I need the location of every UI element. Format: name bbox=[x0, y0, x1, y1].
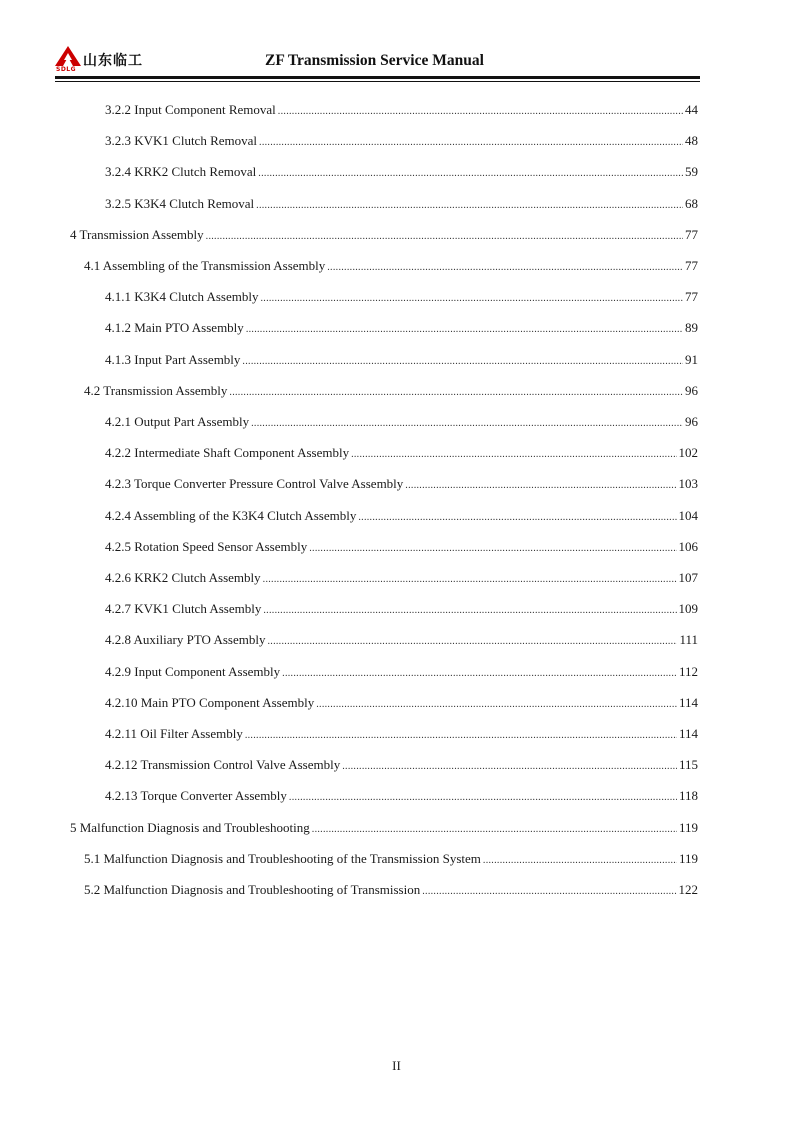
toc-leader-dots bbox=[358, 507, 676, 527]
toc-entry-label: 4.1.3 Input Part Assembly bbox=[105, 351, 241, 367]
toc-entry-page: 44 bbox=[685, 102, 698, 117]
toc-entry-label: 5.2 Malfunction Diagnosis and Troubleshooting of Transmission bbox=[84, 882, 421, 897]
sdlg-triangle-icon bbox=[55, 46, 81, 66]
toc-entry-page: 106 bbox=[678, 538, 698, 554]
toc-entry-label: 3.2.5 K3K4 Clutch Removal bbox=[105, 195, 255, 211]
toc-leader-dots bbox=[316, 694, 677, 714]
toc-leader-dots bbox=[259, 132, 683, 152]
toc-entry[interactable] bbox=[105, 163, 698, 181]
toc-entry[interactable] bbox=[84, 257, 698, 275]
logo-english-text: SDLG bbox=[56, 66, 77, 73]
toc-entry-label: 4 Transmission Assembly bbox=[70, 226, 204, 242]
toc-entry[interactable] bbox=[105, 663, 698, 681]
toc-entry[interactable] bbox=[105, 351, 698, 369]
toc-entry-page: 103 bbox=[678, 476, 698, 492]
page-number: II bbox=[392, 1058, 401, 1073]
toc-entry[interactable] bbox=[70, 819, 698, 837]
toc-entry-page: 119 bbox=[678, 850, 698, 866]
toc-entry[interactable] bbox=[105, 725, 698, 743]
toc-entry-label: 5 Malfunction Diagnosis and Troubleshooting bbox=[70, 819, 310, 835]
toc-leader-dots bbox=[422, 881, 676, 901]
toc-entry[interactable] bbox=[105, 756, 698, 774]
toc-entry-label: 4.1.1 K3K4 Clutch Assembly bbox=[105, 289, 259, 305]
toc-entry-page: 91 bbox=[685, 351, 698, 367]
toc-leader-dots bbox=[327, 257, 683, 277]
toc-entry-label: 5.1 Malfunction Diagnosis and Troubleshooting of the Transmission System bbox=[84, 850, 481, 866]
toc-entry-label: 4.2.13 Torque Converter Assembly bbox=[105, 788, 287, 804]
toc-entry[interactable] bbox=[105, 569, 698, 587]
toc-entry-page: 48 bbox=[685, 133, 698, 149]
toc-entry[interactable] bbox=[84, 881, 698, 899]
toc-entry[interactable] bbox=[105, 195, 698, 213]
logo-chinese-text: 山东临工 bbox=[83, 53, 143, 69]
toc-entry[interactable] bbox=[105, 507, 698, 525]
toc-entry-page: 114 bbox=[678, 694, 698, 710]
toc-entry-label: 4.2.2 Intermediate Shaft Component Assembly bbox=[105, 445, 350, 461]
sdlg-logo bbox=[55, 46, 165, 76]
toc-entry[interactable] bbox=[105, 101, 698, 119]
toc-entry-page: 111 bbox=[679, 632, 698, 648]
toc-entry-label: 3.2.4 KRK2 Clutch Removal bbox=[105, 164, 257, 180]
toc-entry-label: 4.2.3 Torque Converter Pressure Control Valve Assembly bbox=[105, 476, 404, 492]
toc-entry-label: 4.2.6 KRK2 Clutch Assembly bbox=[105, 570, 261, 585]
toc-entry-page: 112 bbox=[678, 663, 698, 679]
toc-leader-dots bbox=[483, 850, 677, 870]
toc-entry[interactable] bbox=[105, 787, 698, 805]
toc-entry-page: 102 bbox=[678, 445, 698, 461]
toc-entry[interactable] bbox=[84, 382, 698, 400]
toc-entry-label: 4.2.11 Oil Filter Assembly bbox=[105, 726, 243, 741]
toc-entry[interactable] bbox=[84, 850, 698, 868]
toc-leader-dots bbox=[289, 787, 677, 807]
toc-entry-label: 3.2.2 Input Component Removal bbox=[105, 102, 276, 117]
toc-leader-dots bbox=[351, 444, 676, 464]
toc-leader-dots bbox=[260, 288, 683, 308]
toc-entry[interactable] bbox=[105, 694, 698, 712]
toc-leader-dots bbox=[405, 475, 676, 495]
toc-leader-dots bbox=[263, 600, 676, 620]
toc-entry-label: 4.1.2 Main PTO Assembly bbox=[105, 320, 244, 336]
toc-entry[interactable] bbox=[105, 132, 698, 150]
header-rule-thin bbox=[55, 81, 700, 82]
toc-entry-page: 68 bbox=[685, 195, 698, 211]
toc-leader-dots bbox=[267, 631, 677, 651]
toc-entry-page: 77 bbox=[685, 258, 698, 273]
page-title: ZF Transmission Service Manual bbox=[265, 52, 484, 69]
toc-leader-dots bbox=[229, 382, 683, 402]
toc-leader-dots bbox=[258, 163, 683, 183]
toc-entry-label: 4.2.10 Main PTO Component Assembly bbox=[105, 694, 315, 710]
toc-entry[interactable] bbox=[70, 226, 698, 244]
toc-entry-page: 119 bbox=[678, 819, 698, 835]
toc-entry-label: 4.2.9 Input Component Assembly bbox=[105, 663, 281, 679]
toc-entry-page: 89 bbox=[685, 320, 698, 336]
toc-entry-label: 4.2.5 Rotation Speed Sensor Assembly bbox=[105, 538, 308, 554]
toc-entry[interactable] bbox=[105, 288, 698, 306]
toc-entry-label: 4.1 Assembling of the Transmission Assembly bbox=[84, 258, 326, 273]
toc-leader-dots bbox=[251, 413, 683, 433]
toc-entry-page: 59 bbox=[685, 164, 698, 180]
toc-entry[interactable] bbox=[105, 319, 698, 337]
toc-entry-label: 3.2.3 KVK1 Clutch Removal bbox=[105, 133, 258, 149]
toc-entry-label: 4.2.8 Auxiliary PTO Assembly bbox=[105, 632, 266, 648]
toc-entry-page: 107 bbox=[678, 570, 698, 585]
toc-entry[interactable] bbox=[105, 538, 698, 556]
toc-entry-page: 118 bbox=[678, 788, 698, 804]
toc-leader-dots bbox=[246, 319, 683, 339]
toc-leader-dots bbox=[342, 756, 677, 776]
toc-leader-dots bbox=[309, 538, 676, 558]
toc-entry-page: 114 bbox=[678, 726, 698, 741]
toc-entry-page: 122 bbox=[678, 882, 698, 897]
toc-entry-label: 4.2.4 Assembling of the K3K4 Clutch Assembly bbox=[105, 507, 357, 523]
toc-leader-dots bbox=[312, 819, 677, 839]
toc-leader-dots bbox=[245, 725, 677, 745]
toc-entry-label: 4.2 Transmission Assembly bbox=[84, 382, 228, 398]
toc-entry[interactable] bbox=[105, 600, 698, 618]
toc-entry-page: 109 bbox=[678, 601, 698, 617]
toc-entry[interactable] bbox=[105, 413, 698, 431]
toc-entry-page: 77 bbox=[685, 289, 698, 305]
toc-entry[interactable] bbox=[105, 444, 698, 462]
toc-entry-label: 4.2.1 Output Part Assembly bbox=[105, 414, 250, 429]
toc-leader-dots bbox=[242, 351, 683, 371]
toc-entry-page: 104 bbox=[678, 507, 698, 523]
toc-entry-label: 4.2.12 Transmission Control Valve Assembly bbox=[105, 757, 341, 773]
header-rule-thick bbox=[55, 76, 700, 79]
toc-entry[interactable] bbox=[105, 475, 698, 493]
toc-leader-dots bbox=[282, 663, 677, 683]
toc-entry[interactable] bbox=[105, 631, 698, 649]
toc-leader-dots bbox=[206, 226, 683, 246]
toc-leader-dots bbox=[256, 195, 683, 215]
toc-entry-page: 96 bbox=[685, 382, 698, 398]
toc-entry-page: 115 bbox=[678, 757, 698, 773]
toc-leader-dots bbox=[263, 569, 677, 589]
toc-entry-label: 4.2.7 KVK1 Clutch Assembly bbox=[105, 601, 262, 617]
toc-leader-dots bbox=[278, 101, 683, 121]
toc-entry-page: 96 bbox=[685, 414, 698, 429]
toc-entry-page: 77 bbox=[685, 226, 698, 242]
